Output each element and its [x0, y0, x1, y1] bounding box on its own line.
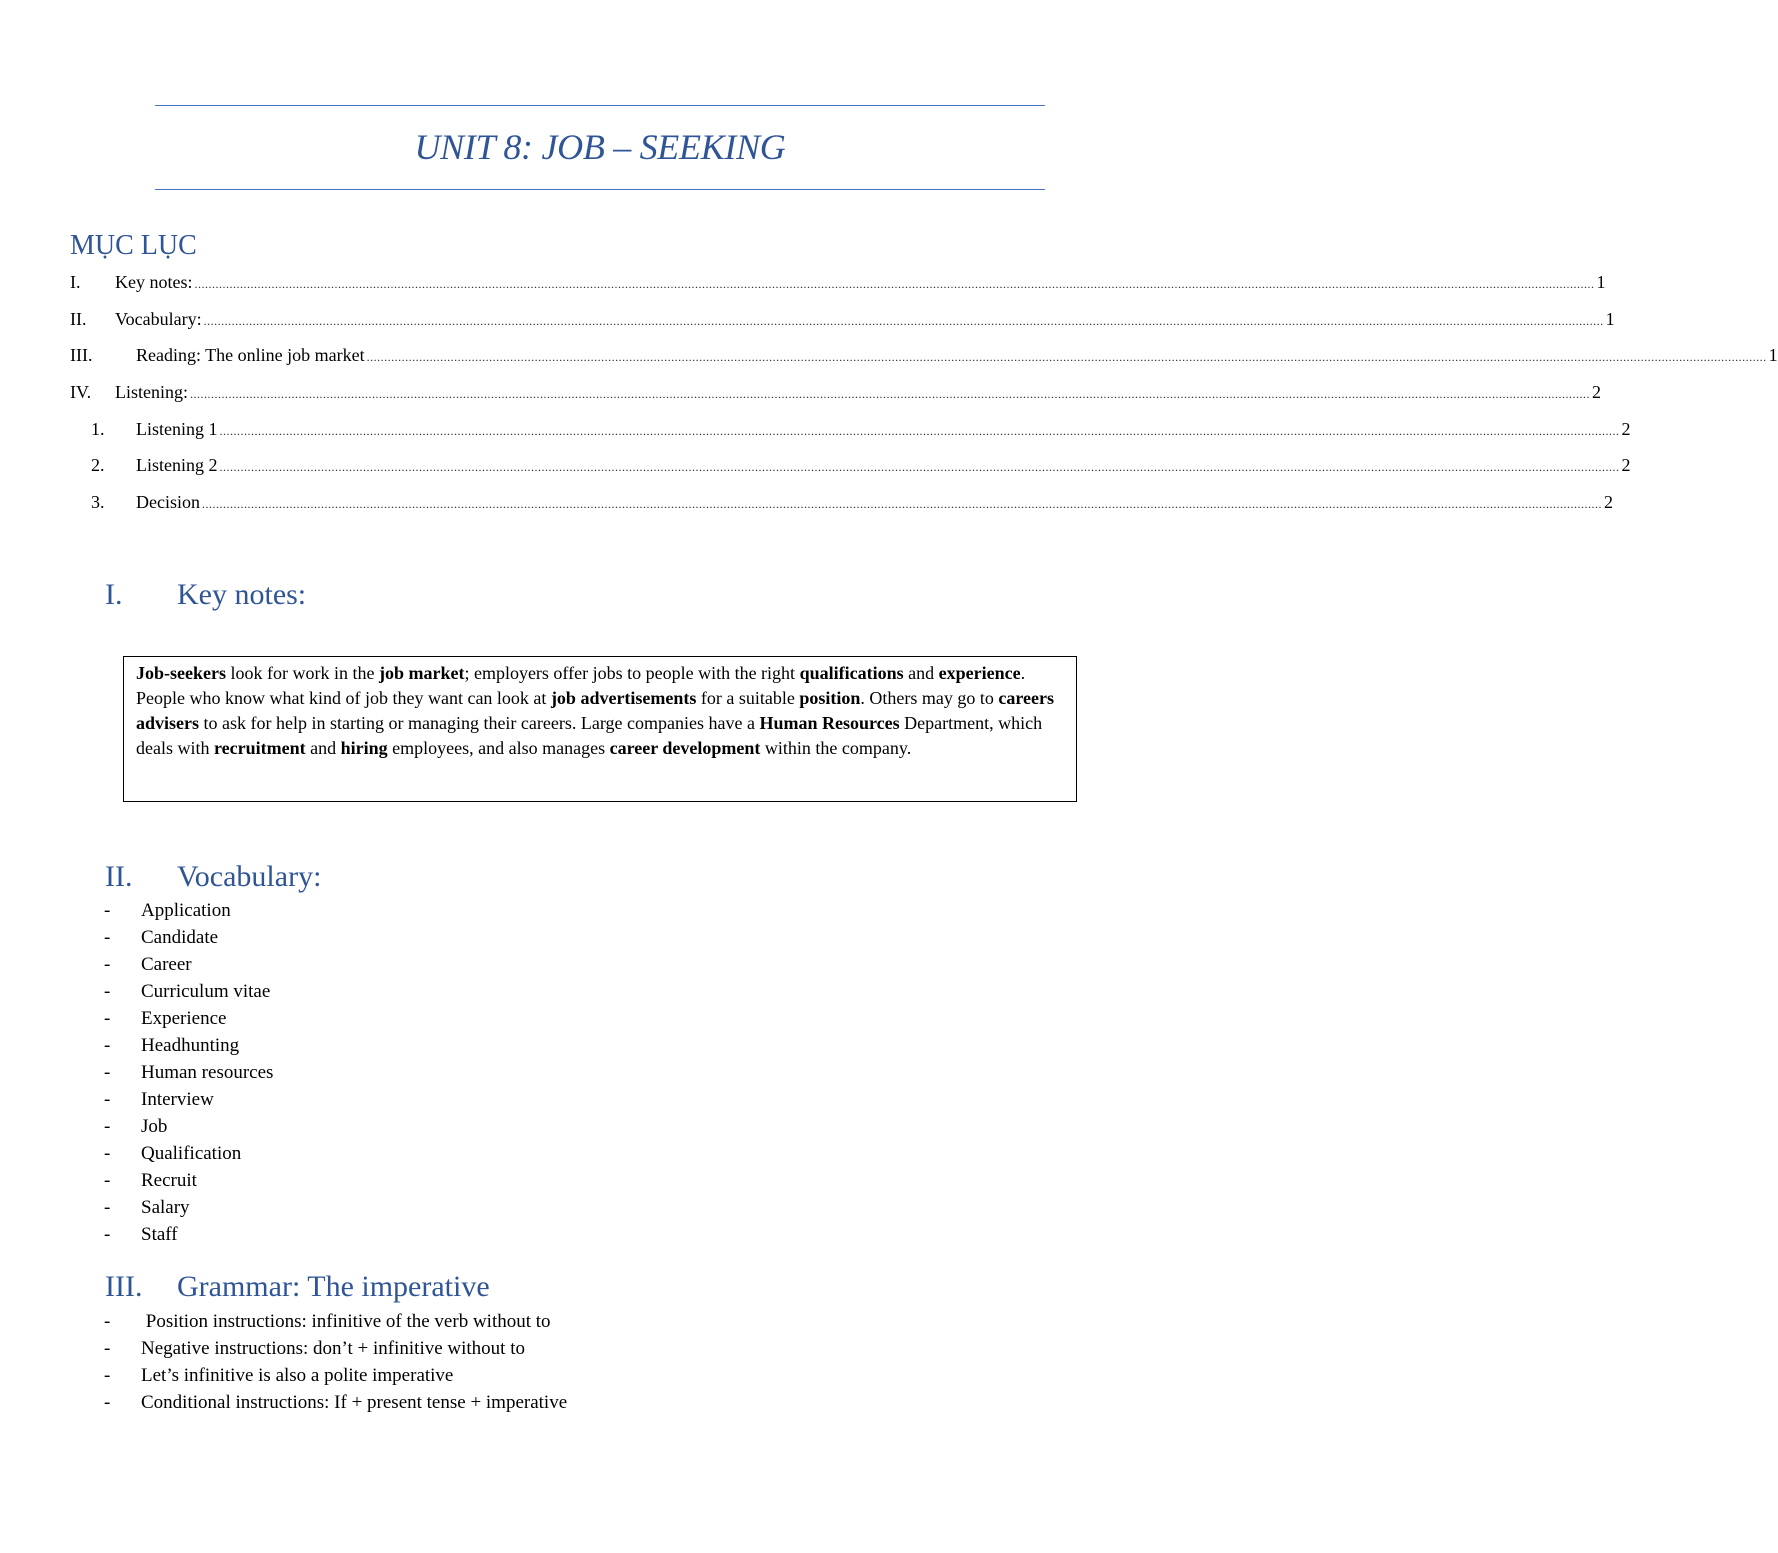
toc-leader-dots: ................................................................................................................................................................................................................................................................................................................................................................................................................	[190, 387, 1590, 401]
list-item	[104, 978, 273, 1005]
list-item-text: Recruit	[141, 1170, 197, 1191]
list-item	[104, 1335, 567, 1362]
list-item-text: Position instructions: infinitive of the verb without to	[141, 1311, 551, 1332]
list-item-text: Job	[141, 1116, 168, 1137]
bullet-dash: -	[104, 954, 111, 975]
list-item	[104, 1362, 567, 1389]
key-term: recruitment	[214, 738, 306, 758]
vocabulary-list	[104, 897, 273, 1248]
grammar-list	[104, 1308, 567, 1416]
key-term: qualifications	[799, 663, 904, 683]
toc-leader-dots: ................................................................................................................................................................................................................................................................................................................................................................................................................	[194, 277, 1595, 291]
toc-entry[interactable]	[70, 345, 1778, 369]
bullet-dash: -	[104, 1392, 111, 1413]
bullet-dash: -	[104, 1116, 111, 1137]
list-item-text: Curriculum vitae	[141, 981, 271, 1002]
toc-entry[interactable]	[91, 419, 1631, 443]
list-item-text: Career	[141, 954, 192, 975]
list-item	[104, 1308, 567, 1335]
toc-heading: MỤC LỤC	[70, 230, 197, 261]
toc-entry[interactable]	[70, 309, 1615, 333]
bullet-dash: -	[104, 1170, 111, 1191]
section-number: I.	[105, 578, 123, 611]
list-item-text: Experience	[141, 1008, 227, 1029]
toc-entry-label: Reading: The online job market	[136, 345, 365, 365]
bullet-dash: -	[104, 1365, 111, 1386]
bullet-dash: -	[104, 927, 111, 948]
bullet-dash: -	[104, 1197, 111, 1218]
bullet-dash: -	[104, 900, 111, 921]
toc-entry-page: 2	[1603, 492, 1613, 512]
list-item-text: Human resources	[141, 1062, 274, 1083]
toc-entry-page: 1	[1596, 272, 1606, 292]
key-notes-text: . People who know what kind of job they want can look at	[136, 663, 1026, 708]
toc-entry-number: III.	[70, 345, 93, 365]
toc-entry-page: 2	[1621, 455, 1631, 475]
key-notes-text: and	[903, 663, 939, 683]
toc-entry-label: Vocabulary:	[115, 309, 202, 329]
key-term: hiring	[340, 738, 388, 758]
key-term: experience	[938, 663, 1021, 683]
key-notes-text: for a suitable	[696, 688, 800, 708]
key-term: job advertisements	[550, 688, 697, 708]
list-item-text: Candidate	[141, 927, 219, 948]
key-notes-text: employees, and also manages	[387, 738, 610, 758]
toc-entry[interactable]	[70, 272, 1606, 296]
key-notes-box	[123, 656, 1077, 802]
toc-leader-dots: ................................................................................................................................................................................................................................................................................................................................................................................................................	[366, 350, 1767, 364]
list-item	[104, 1086, 273, 1113]
key-term: Human Resources	[759, 713, 900, 733]
section-title: Vocabulary:	[177, 860, 322, 893]
list-item	[104, 1059, 273, 1086]
bullet-dash: -	[104, 1224, 111, 1245]
key-notes-text: ; employers offer jobs to people with the right	[464, 663, 800, 683]
list-item	[104, 1194, 273, 1221]
toc-entry-label: Listening:	[115, 382, 188, 402]
toc-entry-label: Decision	[136, 492, 200, 512]
toc-entry-page: 2	[1592, 382, 1601, 402]
list-item-text: Qualification	[141, 1143, 242, 1164]
toc-entry-number: II.	[70, 309, 87, 329]
toc-entry-page: 1	[1768, 345, 1778, 365]
list-item	[104, 951, 273, 978]
toc-entry-number: I.	[70, 272, 81, 292]
list-item-text: Conditional instructions: If + present tense + imperative	[141, 1392, 568, 1413]
bullet-dash: -	[104, 1008, 111, 1029]
toc-entry-label: Listening 1	[136, 419, 218, 439]
key-notes-text: Department, which deals with	[136, 713, 1043, 758]
key-notes-text: to ask for help in starting or managing their careers. Large companies have a	[199, 713, 760, 733]
toc-entry[interactable]	[70, 382, 1601, 406]
toc-leader-dots: ................................................................................................................................................................................................................................................................................................................................................................................................................	[219, 460, 1620, 474]
list-item	[104, 924, 273, 951]
list-item	[104, 1221, 273, 1248]
list-item	[104, 1113, 273, 1140]
key-notes-text: within the company.	[760, 738, 912, 758]
toc-leader-dots: ................................................................................................................................................................................................................................................................................................................................................................................................................	[203, 314, 1604, 328]
list-item	[104, 1389, 567, 1416]
bullet-dash: -	[104, 981, 111, 1002]
section-heading-grammar	[105, 1270, 490, 1304]
list-item	[104, 1005, 273, 1032]
toc-leader-dots: ................................................................................................................................................................................................................................................................................................................................................................................................................	[201, 497, 1602, 511]
document-title: UNIT 8: JOB – SEEKING	[414, 127, 786, 167]
key-term: position	[799, 688, 861, 708]
bullet-dash: -	[104, 1035, 111, 1056]
list-item-text: Negative instructions: don’t + infinitive without to	[141, 1338, 525, 1359]
section-number: II.	[105, 860, 133, 893]
list-item-text: Let’s infinitive is also a polite imperative	[141, 1365, 454, 1386]
title-rule-top	[155, 105, 1045, 106]
toc-entry-label: Listening 2	[136, 455, 218, 475]
list-item-text: Staff	[141, 1224, 178, 1245]
bullet-dash: -	[104, 1089, 111, 1110]
toc-entry-number: IV.	[70, 382, 92, 402]
list-item-text: Application	[141, 900, 231, 921]
bullet-dash: -	[104, 1062, 111, 1083]
list-item	[104, 1167, 273, 1194]
list-item	[104, 897, 273, 924]
list-item-text: Interview	[141, 1089, 214, 1110]
key-term: career development	[609, 738, 761, 758]
section-title: Key notes:	[177, 578, 307, 611]
toc-entry[interactable]	[91, 455, 1631, 479]
toc-leader-dots: ................................................................................................................................................................................................................................................................................................................................................................................................................	[219, 424, 1620, 438]
list-item	[104, 1032, 273, 1059]
key-term: job market	[378, 663, 465, 683]
section-heading-key-notes	[105, 578, 306, 612]
toc-entry-page: 2	[1621, 419, 1631, 439]
section-title: Grammar: The imperative	[177, 1270, 490, 1303]
section-number: III.	[105, 1270, 143, 1303]
key-term: Job-seekers	[136, 663, 226, 683]
title-rule-bottom	[155, 189, 1045, 190]
toc-entry-number: 2.	[91, 455, 105, 475]
bullet-dash: -	[104, 1338, 111, 1359]
toc-entry-label: Key notes:	[115, 272, 193, 292]
list-item-text: Headhunting	[141, 1035, 240, 1056]
toc-entry-page: 1	[1605, 309, 1615, 329]
key-notes-text: and	[305, 738, 341, 758]
toc-entry[interactable]	[91, 492, 1613, 516]
section-heading-vocabulary	[105, 860, 321, 894]
list-item-text: Salary	[141, 1197, 190, 1218]
toc-entry-number: 3.	[91, 492, 105, 512]
key-notes-text: . Others may go to	[860, 688, 999, 708]
key-notes-text: look for work in the	[225, 663, 379, 683]
bullet-dash: -	[104, 1143, 111, 1164]
list-item	[104, 1140, 273, 1167]
key-term: careers advisers	[136, 688, 1055, 733]
toc-entry-number: 1.	[91, 419, 105, 439]
bullet-dash: -	[104, 1311, 111, 1332]
